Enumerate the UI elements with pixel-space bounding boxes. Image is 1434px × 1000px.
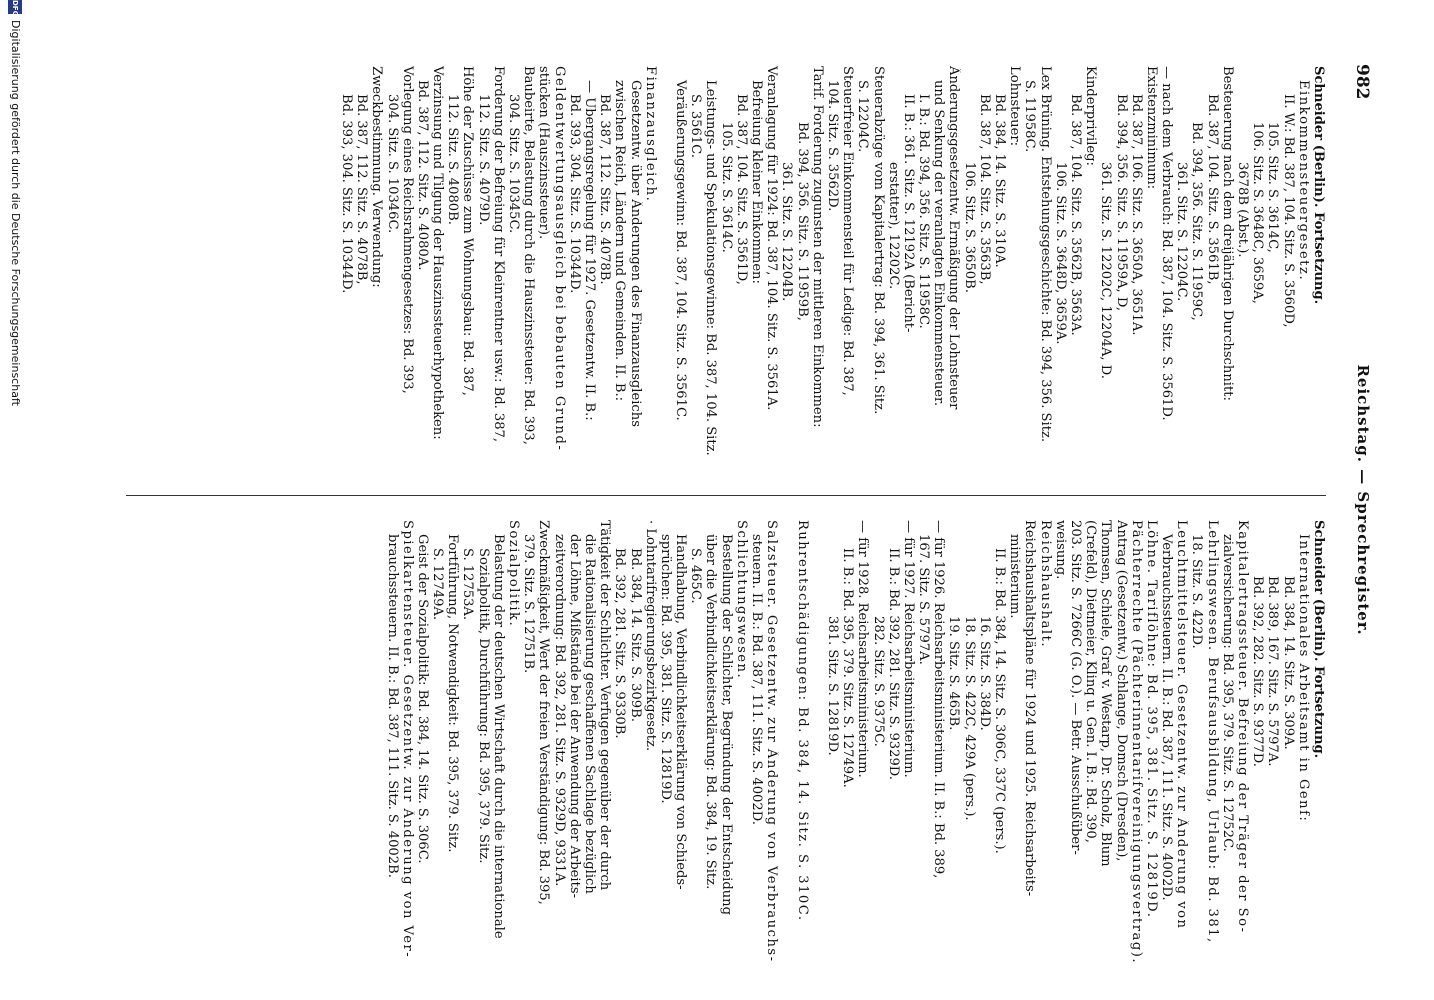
index-entry-line: Schneider (Berlin). Fortsetzung. [1311,66,1326,305]
index-entry-line: Bd. 387, 112. Sitz. S. 4078B, [354,94,370,285]
index-entry-line: S. 3561C. [688,94,704,158]
index-entry-line: 203. Sitz. S. 7266C (G. O.). — Betr. Ausschußüber- [1068,520,1083,855]
index-entry-line: Pächterrechte (Pächterinnentarifvereinigungsvertrag). [1128,520,1144,964]
index-entry-line: ministerium. [1007,534,1023,619]
index-entry-line: Bestellung der Schlichter, Begründung der Entscheidung [718,534,734,915]
index-entry-line: — für 1928. Reichsarbeitsministerium. [855,520,871,778]
index-entry-line: Reichshaushalt. [1037,520,1053,649]
index-entry-line: 379. Sitz. S. 12751B. [521,534,537,674]
index-entry-line: 3678B (Abst.). [1235,162,1251,258]
index-entry-line: II. B.: Bd. 384, 14. Sitz. S. 306C, 337C (pers.). [992,548,1008,854]
index-entry-line: — für 1926. Reichsarbeitsministerium. II. B.: Bd. 389, [931,520,947,879]
index-entry-line [779,520,794,975]
index-entry-line: Fortführung, Notwendigkeit: Bd. 395, 379. Sitz. [445,534,461,853]
index-entry-line: Bd. 393, 304. Sitz. S. 10344D. [339,94,354,294]
index-entry-line: (Crefeld), Dietmeier, Klinq u. Gen. I. B.: Bd. 390, [1083,520,1099,843]
index-entry-line: Bd. 394, 356. Sitz. S. 11959C, [1189,122,1205,321]
index-entry-line: Bd. 384, 14. Sitz. S. 309A. [1280,576,1296,750]
index-entry-line: Steuerabzüge vom Kapitalertrag: Bd. 394, 361. Sitz. [870,66,886,415]
index-entry-line: 106. Sitz. S. 3648C, 3659A, [1250,122,1266,304]
index-entry-line: S. 465C. [688,548,704,604]
index-entry-line: Lehrlingswesen. Berufsausbildung, Urlaub: Bd. 381, [1204,520,1220,944]
index-entry-line: Zweckbestimmung. Verwendung: [369,66,385,288]
index-entry-line: I. B.: Bd. 394, 356. Sitz. S. 11958C. [916,94,932,329]
index-entry-line: 105. Sitz. S. 3614C. [718,122,734,253]
index-entry-line: 18. Sitz. S. 422D. [1189,534,1205,649]
index-entry-line: · Lohntarifregierungsbezirkgesetz. [642,520,658,752]
index-entry-line: Internationales Arbeitsamt in Genf: [1295,534,1311,823]
index-entry-line: brauchssteuern. II. B.: Bd. 387, 111. Sitz. S. 4002B. [384,534,400,878]
column-divider [126,495,1326,496]
index-entry-line: Leistungs- und Spekulationsgewinne: Bd. 387, 104. Sitz. [703,80,719,456]
index-entry-line: Gesetzentw. über Änderungen des Finanzausgleichs [627,80,643,427]
index-entry-line: die Rationalisierung geschaffenen Sachlage bezüglich [582,534,597,894]
index-entry-line: II. B.: Bd. 392, 281. Sitz. S. 9329D. [885,548,901,780]
index-entry-line: Kapitalertragssteuer. Befreiung der Träger der So- [1235,520,1251,934]
index-entry-line: zeitverordnung: Bd. 392, 281. Sitz. S. 9329D, 9331A. [551,534,567,887]
index-entry-line: 16. Sitz. S. 384D. [976,616,992,731]
index-entry-line: Salzsteuer. Gesetzentw. zur Änderung von Verbrauchs- [764,520,780,963]
index-entry-line: Einkommensteuergesetz. [1295,80,1311,282]
index-entry-line: Reichshaushaltspläne für 1924 und 1925. Reichsarbeits- [1022,520,1038,897]
index-entry-line: Schneider (Berlin). Fortsetzung. [1311,520,1326,759]
index-entry-line: Bd. 392, 281. Sitz. S. 9330B. [612,548,628,739]
index-entry-line: S. 12753A. [460,548,476,621]
index-entry-line: Bd. 389, 167. Sitz. S. 5797A. [1265,576,1281,767]
index-entry-line: Lex Brüning. Entstehungsgeschichte: Bd. 394, 356. Sitz. [1037,66,1053,443]
index-entry-line: S. 11958C. [1022,80,1038,153]
index-entry-line: Bd. 387, 112. Sitz. S. 4080A. [414,80,430,271]
index-entry-line: Lohnsteuer: [1007,66,1023,147]
index-entry-line: 361. Sitz. S. 12204B. [779,162,795,302]
index-entry-line: Forderung der Befreiung für Kleinrentner usw.: Bd. 387, [490,66,506,443]
page-footer [4,0,24,1000]
index-entry-line: Sozialpolitik, Durchführung: Bd. 395, 379. Sitz. [475,548,491,864]
index-entry-line: Schlichtungswesen. [733,520,749,680]
index-entry-line: S. 12749A. [430,548,446,621]
right-column [384,520,1326,975]
index-entry-line: 112. Sitz. S. 4079D. [475,94,491,226]
left-column [339,66,1326,521]
index-entry-line: Bd. 394, 356. Sitz. S. 11959A, D, [1113,94,1129,312]
index-entry-line: 106. Sitz. S. 3648D, 3659A. [1052,162,1068,345]
index-entry-line: 19. Sitz. S. 465B. [946,616,962,731]
index-entry-line: Veranlagung für 1924: Bd. 387, 104. Sitz. S. 3561A. [764,66,780,411]
index-entry-line: 18. Sitz. S. 422C, 429A (pers.). [961,616,977,821]
index-entry-line: zialversicherung: Bd. 395, 379. Sitz. S. 12752C. [1219,534,1235,852]
index-entry-line: Baubeirte, Belastung durch die Hauszinssteuer: Bd. 393, [521,66,537,445]
index-entry-line: Zweckmäßigkeit, Wert der freien Verständigung: Bd. 395, [536,520,552,905]
index-entry-line: Bd. 394, 356. Sitz. S. 11959B, [794,122,810,321]
index-entry-line: Bd. 384, 14. Sitz. S. 310A. [992,94,1008,268]
index-entry-line: stücken (Hauszinssteuer). [536,66,552,240]
index-entry-line [810,520,825,975]
index-entry-line: Bd. 387, 112. Sitz. S. 4078B. [597,94,613,285]
index-entry-line: Belastung der deutschen Wirtschaft durch die internationale [490,534,506,939]
index-entry-line: über die Verbindlichkeitserklärung: Bd. 384, 19. Sitz. [703,534,719,890]
index-entry-line: Bd. 392, 282. Sitz. S. 9377D. [1250,576,1266,767]
page-header [1332,40,1372,960]
index-entry-line: Leuchtmittelsteuer. Gesetzentw. zur Änderung von [1174,520,1190,930]
index-entry-line: Bd. 387, 104. Sitz. S. 3563B, [976,94,992,285]
footer-credit: Digitalisierung gefördert durch die Deutsche Forschungsgemeinschaft [9,20,22,406]
index-entry-line: II. W.: Bd. 387, 104. Sitz. S. 3560D, [1280,94,1296,328]
index-entry-line: steuern. II. B.: Bd. 387, 111. Sitz. S. 4002D. [749,534,765,825]
index-entry-line: Kinderprivileg: [1083,66,1099,166]
index-entry-line: Besteuerung nach dem dreijährigen Durchschnitt: [1219,66,1235,401]
index-entry-line: — Übergangsregelung für 1927. Gesetzentw. II. B.: [582,80,597,421]
index-entry-line: sprüchen: Bd. 395, 381. Sitz. S. 12819D. [657,534,673,804]
index-entry-line: Bd. 387, 106. Sitz. S. 3650A, 3651A. [1128,94,1144,336]
index-entry-line: Bd. 384, 14. Sitz. S. 309B. [627,548,643,722]
index-entry-line: Geist der Sozialpolitik: Bd. 384, 14. Sitz. S. 306C. [414,534,430,864]
index-entry-line: 304. Sitz. S. 10345C. [506,94,522,234]
index-entry-line: 112. Sitz. S. 4080B. [445,94,461,225]
index-entry-line: und Senkung der veranlagten Einkommensteuer. [931,80,947,406]
page-number: 982 [1352,64,1372,100]
index-entry-line: weisung. [1052,520,1068,580]
index-entry-line: Vorlegung eines Reichsrahmengesetzes: Bd. 393, [399,66,415,394]
index-entry-line [658,66,673,521]
running-head: Reichstag. — Sprechregister. [1354,364,1372,636]
index-entry-line: Änderungsgesetzentw. Ermäßigung der Lohnsteuer [946,66,962,410]
index-entry-line: Sozialpolitik. [506,520,522,628]
index-entry-line: 104. Sitz. S. 3562D. [825,80,840,212]
index-entry-line: Handhabung, Verbindlichkeitserklärung von Schieds- [673,534,689,890]
dfg-logo: DFG [8,0,22,14]
index-entry-line: — nach dem Verbrauch: Bd. 387, 104. Sitz. S. 3561D. [1159,66,1175,421]
index-entry-line: Löhne. Tariflöhne: Bd. 395, 381. Sitz. S. 12819D. [1143,520,1159,919]
index-entry-line: zwischen Reich, Ländern und Gemeinden. II. B.: [612,80,628,402]
index-entry-line: Thomsen, Schiele, Graf v. Westarp, Dr. Scholz, Blum [1098,520,1114,867]
index-entry-line: II. B.: Bd. 395, 379. Sitz. S. 12749A. [840,548,856,788]
index-entry-line: Geldentwertungsausgleich bei bebauten Grund- [551,66,567,452]
index-entry-line: 106. Sitz. S. 3650B. [961,162,977,293]
index-entry-line: S. 12204C. [855,80,871,153]
index-entry-line: Höhe der Zuschüsse zum Wohnungsbau: Bd. 387, [460,66,476,396]
index-entry-line: — für 1927. Reichsarbeitsministerium. [900,520,916,778]
index-entry-line: Antrag (Gesetzentw.) Schlange, Domsch (Dresden), [1113,520,1129,862]
index-entry-line: 105. Sitz. S. 3614C, [1265,122,1281,253]
index-entry-line: Ruhrentschädigungen: Bd. 384, 14. Sitz. S. 310C. [794,520,810,922]
index-entry-line: 167. Sitz. S. 5797A. [916,534,932,665]
index-entry-line: Bd. 387, 104. Sitz. S. 3562B, 3563A. [1068,94,1083,336]
index-entry-line: Tätigkeit der Schlichter. Verfugen gegenüber der durch [597,520,613,891]
index-entry-line: 381. Sitz. S. 12819D. [825,616,840,756]
index-entry-line: 361. Sitz. S. 12202C, 12204A, D. [1098,162,1114,379]
index-entry-line: Bd. 393, 304. Sitz. S. 10344D. [566,94,582,294]
index-entry-line: Bd. 387, 104. Sitz. S. 3561B, [1204,94,1220,285]
index-entry-line: Befreiung kleiner Einkommen: [749,80,765,284]
index-entry-line: Tarif. Forderung zugunsten der mittleren Einkommen: [809,66,825,428]
index-entry-line: erstatter), 12202C. [885,162,901,290]
index-entry-line: Verzinsung und Tilgung der Hauszinssteuerhypotheken: [430,66,446,440]
index-entry-line: Verbrauchssteuern. II. B.: Bd. 387, 111. Sitz. S. 4002D. [1159,534,1175,901]
index-entry-line: Bd. 387, 104. Sitz. S. 3561D, [733,94,749,285]
index-entry-line: Finanzausgleich. [642,66,658,203]
index-entry-line: 282. Sitz. S. 9375C. [870,616,886,747]
index-entry-line: 361. Sitz. S. 12204C. [1174,162,1190,302]
index-entry-line: Steuerfreier Einkommensteil für Ledige: Bd. 387, [840,66,856,396]
index-entry-line: II. B.: 361. Sitz. S. 12192A (Bericht- [900,94,916,333]
index-entry-line: Veräußerungsgewinn: Bd. 387, 104. Sitz. S. 3561C. [673,80,689,421]
index-entry-line: 304. Sitz. S. 10346C. [384,94,400,234]
index-entry-line: Existenzminimum: [1143,66,1159,190]
index-entry-line: Spielkartensteuer. Gesetzentw. zur Änderung von Ver- [399,520,415,959]
index-entry-line: der Löhne, Mißstände bei der Anwendung der Arbeits- [566,534,582,899]
